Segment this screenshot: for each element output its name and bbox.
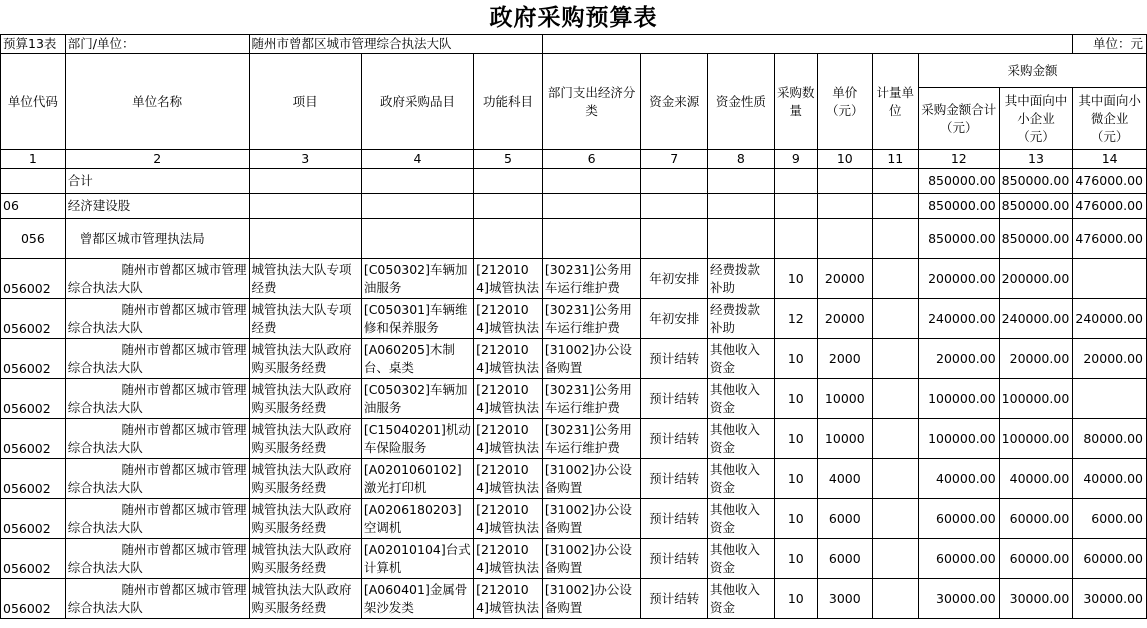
cell-func: [2120104]城管执法	[474, 579, 543, 619]
cell-func: [2120104]城管执法	[474, 339, 543, 379]
cell-price: 20000	[817, 299, 872, 339]
summary-micro: 476000.00	[1073, 169, 1147, 194]
summary-row-bureau	[1, 219, 1147, 259]
cell-qty: 10	[774, 419, 817, 459]
cell-code: 056002	[1, 579, 66, 619]
cell-sme: 200000.00	[999, 259, 1073, 299]
unit-name-line2: 综合执法大队	[67, 479, 143, 495]
cell-price: 4000	[817, 459, 872, 499]
summary-code: 06	[1, 194, 66, 219]
cell-item: [C050302]车辆加油服务	[361, 259, 473, 299]
cell-nature: 经费拨款补助	[708, 259, 775, 299]
cell-item: [C15040201]机动车保险服务	[361, 419, 473, 459]
summary-total: 850000.00	[918, 219, 999, 259]
index-cell: 5	[474, 150, 543, 169]
cell-micro: 80000.00	[1073, 419, 1147, 459]
cell-source: 预计结转	[641, 339, 708, 379]
cell-name	[65, 419, 249, 459]
table-row	[1, 539, 1147, 579]
cell-nature: 其他收入资金	[708, 539, 775, 579]
cell-econ: [30231]公务用车运行维护费	[542, 259, 641, 299]
department-label: 部门/单位：	[65, 35, 249, 54]
cell-qty: 12	[774, 299, 817, 339]
cell-item: [A060205]木制台、桌类	[361, 339, 473, 379]
cell-project: 城管执法大队专项经费	[249, 259, 361, 299]
unit-name-line1: 随州市曾都区城市管理	[121, 261, 247, 277]
header-qty: 采购数量	[774, 54, 817, 150]
cell-source: 年初安排	[641, 259, 708, 299]
cell-econ: [30231]公务用车运行维护费	[542, 379, 641, 419]
index-cell: 6	[542, 150, 641, 169]
unit-name-line1: 随州市曾都区城市管理	[121, 541, 247, 557]
cell-econ: [31002]办公设备购置	[542, 579, 641, 619]
cell-source: 预计结转	[641, 459, 708, 499]
cell-name	[65, 299, 249, 339]
unit-name-line1: 随州市曾都区城市管理	[121, 461, 247, 477]
index-row	[1, 150, 1147, 169]
cell-func: [2120104]城管执法	[474, 299, 543, 339]
header-amount-micro: 其中面向小微企业（元）	[1073, 88, 1147, 150]
header-fund-source: 资金来源	[641, 54, 708, 150]
cell-source: 预计结转	[641, 499, 708, 539]
cell-sme: 100000.00	[999, 419, 1073, 459]
index-cell: 13	[999, 150, 1073, 169]
header-amount-total: 采购金额合计（元）	[918, 88, 999, 150]
header-unit-code: 单位代码	[1, 54, 66, 150]
index-cell: 11	[872, 150, 918, 169]
unit-name-line1: 随州市曾都区城市管理	[121, 501, 247, 517]
cell-item: [A0201060102]激光打印机	[361, 459, 473, 499]
cell-micro	[1073, 259, 1147, 299]
cell-nature: 其他收入资金	[708, 499, 775, 539]
cell-code: 056002	[1, 539, 66, 579]
cell-price: 2000	[817, 339, 872, 379]
unit-name-line2: 综合执法大队	[67, 319, 143, 335]
cell-mu	[872, 499, 918, 539]
cell-econ: [30231]公务用车运行维护费	[542, 419, 641, 459]
table-row	[1, 379, 1147, 419]
cell-total: 200000.00	[918, 259, 999, 299]
summary-sme: 850000.00	[999, 169, 1073, 194]
table-row	[1, 419, 1147, 459]
cell-name	[65, 499, 249, 539]
summary-total: 850000.00	[918, 194, 999, 219]
cell-price: 6000	[817, 499, 872, 539]
cell-mu	[872, 339, 918, 379]
cell-total: 100000.00	[918, 379, 999, 419]
index-cell: 3	[249, 150, 361, 169]
cell-project: 城管执法大队政府购买服务经费	[249, 419, 361, 459]
cell-project: 城管执法大队政府购买服务经费	[249, 539, 361, 579]
cell-sme: 100000.00	[999, 379, 1073, 419]
cell-code: 056002	[1, 419, 66, 459]
summary-code: 056	[1, 219, 66, 259]
cell-econ: [31002]办公设备购置	[542, 339, 641, 379]
cell-mu	[872, 419, 918, 459]
cell-qty: 10	[774, 259, 817, 299]
summary-sme: 850000.00	[999, 194, 1073, 219]
cell-item: [A060401]金属骨架沙发类	[361, 579, 473, 619]
cell-project: 城管执法大队政府购买服务经费	[249, 499, 361, 539]
cell-sme: 30000.00	[999, 579, 1073, 619]
cell-price: 6000	[817, 539, 872, 579]
cell-func: [2120104]城管执法	[474, 259, 543, 299]
cell-sme: 20000.00	[999, 339, 1073, 379]
department-name: 随州市曾都区城市管理综合执法大队	[249, 35, 542, 54]
unit-name-line1: 随州市曾都区城市管理	[121, 421, 247, 437]
cell-price: 10000	[817, 379, 872, 419]
summary-name: 合计	[65, 169, 249, 194]
cell-source: 预计结转	[641, 379, 708, 419]
cell-code: 056002	[1, 259, 66, 299]
cell-func: [2120104]城管执法	[474, 539, 543, 579]
cell-sme: 60000.00	[999, 539, 1073, 579]
cell-name	[65, 259, 249, 299]
table-row	[1, 459, 1147, 499]
header-fund-nature: 资金性质	[708, 54, 775, 150]
cell-source: 预计结转	[641, 539, 708, 579]
header-econ-class: 部门支出经济分类	[542, 54, 641, 150]
unit-name-line1: 随州市曾都区城市管理	[121, 381, 247, 397]
summary-name: 经济建设股	[65, 194, 249, 219]
table-number: 预算13表	[1, 35, 66, 54]
table-row	[1, 339, 1147, 379]
header-gov-item: 政府采购品目	[361, 54, 473, 150]
summary-row-total	[1, 169, 1147, 194]
cell-qty: 10	[774, 579, 817, 619]
unit-name-line2: 综合执法大队	[67, 519, 143, 535]
cell-project: 城管执法大队政府购买服务经费	[249, 379, 361, 419]
cell-nature: 其他收入资金	[708, 579, 775, 619]
index-cell: 7	[641, 150, 708, 169]
cell-nature: 其他收入资金	[708, 459, 775, 499]
cell-nature: 其他收入资金	[708, 379, 775, 419]
cell-total: 240000.00	[918, 299, 999, 339]
summary-micro: 476000.00	[1073, 219, 1147, 259]
index-cell: 10	[817, 150, 872, 169]
cell-mu	[872, 259, 918, 299]
cell-project: 城管执法大队专项经费	[249, 299, 361, 339]
cell-micro: 40000.00	[1073, 459, 1147, 499]
header-amount-group: 采购金额	[918, 54, 1146, 88]
cell-sme: 40000.00	[999, 459, 1073, 499]
table-row	[1, 259, 1147, 299]
summary-micro: 476000.00	[1073, 194, 1147, 219]
cell-project: 城管执法大队政府购买服务经费	[249, 339, 361, 379]
table-row	[1, 299, 1147, 339]
cell-price: 10000	[817, 419, 872, 459]
cell-project: 城管执法大队政府购买服务经费	[249, 579, 361, 619]
cell-econ: [30231]公务用车运行维护费	[542, 299, 641, 339]
cell-source: 年初安排	[641, 299, 708, 339]
cell-total: 40000.00	[918, 459, 999, 499]
cell-qty: 10	[774, 459, 817, 499]
header-price: 单价（元）	[817, 54, 872, 150]
cell-code: 056002	[1, 379, 66, 419]
cell-micro: 240000.00	[1073, 299, 1147, 339]
cell-econ: [31002]办公设备购置	[542, 539, 641, 579]
cell-total: 30000.00	[918, 579, 999, 619]
cell-name	[65, 579, 249, 619]
cell-nature: 其他收入资金	[708, 419, 775, 459]
cell-code: 056002	[1, 499, 66, 539]
cell-mu	[872, 379, 918, 419]
cell-item: [A0206180203]空调机	[361, 499, 473, 539]
cell-name	[65, 379, 249, 419]
cell-func: [2120104]城管执法	[474, 419, 543, 459]
index-cell: 2	[65, 150, 249, 169]
cell-price: 3000	[817, 579, 872, 619]
header-measure-unit: 计量单位	[872, 54, 918, 150]
cell-func: [2120104]城管执法	[474, 379, 543, 419]
summary-sme: 850000.00	[999, 219, 1073, 259]
cell-mu	[872, 579, 918, 619]
unit-name-line1: 随州市曾都区城市管理	[121, 341, 247, 357]
cell-name	[65, 459, 249, 499]
unit-name-line2: 综合执法大队	[67, 399, 143, 415]
unit-name-line2: 综合执法大队	[67, 559, 143, 575]
cell-mu	[872, 299, 918, 339]
unit-name-line2: 综合执法大队	[67, 439, 143, 455]
unit-name-line1: 随州市曾都区城市管理	[121, 301, 247, 317]
index-cell: 12	[918, 150, 999, 169]
cell-price: 20000	[817, 259, 872, 299]
cell-item: [C050301]车辆维修和保养服务	[361, 299, 473, 339]
cell-micro	[1073, 379, 1147, 419]
cell-code: 056002	[1, 459, 66, 499]
cell-qty: 10	[774, 499, 817, 539]
cell-micro: 60000.00	[1073, 539, 1147, 579]
summary-name: 曾都区城市管理执法局	[65, 219, 249, 259]
cell-source: 预计结转	[641, 579, 708, 619]
cell-qty: 10	[774, 339, 817, 379]
cell-mu	[872, 459, 918, 499]
index-cell: 14	[1073, 150, 1147, 169]
cell-micro: 6000.00	[1073, 499, 1147, 539]
cell-total: 60000.00	[918, 539, 999, 579]
cell-nature: 其他收入资金	[708, 339, 775, 379]
cell-total: 20000.00	[918, 339, 999, 379]
cell-qty: 10	[774, 379, 817, 419]
index-cell: 8	[708, 150, 775, 169]
cell-sme: 60000.00	[999, 499, 1073, 539]
cell-mu	[872, 539, 918, 579]
cell-total: 100000.00	[918, 419, 999, 459]
procurement-budget-table	[0, 34, 1147, 619]
header-unit-name: 单位名称	[65, 54, 249, 150]
page-title: 政府采购预算表	[489, 5, 658, 31]
cell-micro: 30000.00	[1073, 579, 1147, 619]
unit-name-line2: 综合执法大队	[67, 279, 143, 295]
index-cell: 4	[361, 150, 473, 169]
cell-sme: 240000.00	[999, 299, 1073, 339]
header-func-subject: 功能科目	[474, 54, 543, 150]
cell-code: 056002	[1, 299, 66, 339]
header-row	[1, 54, 1147, 88]
cell-micro: 20000.00	[1073, 339, 1147, 379]
cell-func: [2120104]城管执法	[474, 499, 543, 539]
cell-econ: [31002]办公设备购置	[542, 459, 641, 499]
summary-code	[1, 169, 66, 194]
cell-name	[65, 539, 249, 579]
cell-total: 60000.00	[918, 499, 999, 539]
cell-item: [C050302]车辆加油服务	[361, 379, 473, 419]
table-row	[1, 579, 1147, 619]
cell-project: 城管执法大队政府购买服务经费	[249, 459, 361, 499]
summary-total: 850000.00	[918, 169, 999, 194]
header-project: 项目	[249, 54, 361, 150]
index-cell: 9	[774, 150, 817, 169]
cell-func: [2120104]城管执法	[474, 459, 543, 499]
unit-name-line1: 随州市曾都区城市管理	[121, 581, 247, 597]
cell-name	[65, 339, 249, 379]
unit-label: 单位：元	[1073, 35, 1147, 54]
cell-item: [A02010104]台式计算机	[361, 539, 473, 579]
unit-name-line2: 综合执法大队	[67, 359, 143, 375]
cell-qty: 10	[774, 539, 817, 579]
cell-source: 预计结转	[641, 419, 708, 459]
table-row	[1, 499, 1147, 539]
index-cell: 1	[1, 150, 66, 169]
unit-name-line2: 综合执法大队	[67, 599, 143, 615]
cell-econ: [31002]办公设备购置	[542, 499, 641, 539]
summary-row-section	[1, 194, 1147, 219]
meta-row	[1, 35, 1147, 54]
header-amount-sme: 其中面向中小企业（元）	[999, 88, 1073, 150]
cell-nature: 经费拨款补助	[708, 299, 775, 339]
cell-code: 056002	[1, 339, 66, 379]
